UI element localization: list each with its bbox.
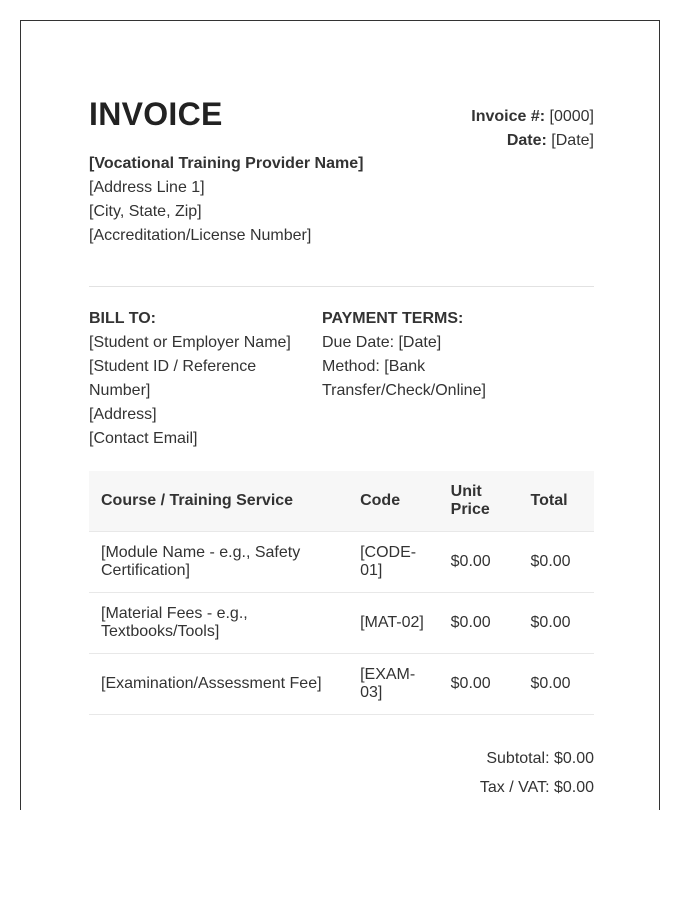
bill-to-student-id: [Student ID / Reference Number] bbox=[89, 358, 257, 399]
row-total: $0.00 bbox=[519, 532, 594, 593]
invoice-date bbox=[471, 129, 594, 153]
bill-to-email: [Contact Email] bbox=[89, 430, 198, 447]
totals-block bbox=[480, 744, 594, 802]
column-header-code: Code bbox=[348, 471, 439, 532]
bill-to-heading: BILL TO: bbox=[89, 310, 156, 327]
column-header-total: Total bbox=[519, 471, 594, 532]
bill-to-block bbox=[89, 307, 304, 451]
row-total: $0.00 bbox=[519, 654, 594, 715]
provider-city-state-zip: [City, State, Zip] bbox=[89, 203, 202, 220]
payment-terms-block bbox=[322, 307, 522, 403]
provider-block bbox=[89, 152, 363, 248]
tax-vat: Tax / VAT: $0.00 bbox=[479, 779, 594, 796]
provider-license: [Accreditation/License Number] bbox=[89, 227, 312, 244]
provider-name: [Vocational Training Provider Name] bbox=[89, 155, 364, 172]
column-header-service: Course / Training Service bbox=[89, 471, 348, 532]
row-service: [Module Name - e.g., Safety Certification] bbox=[89, 532, 348, 593]
line-items-table bbox=[89, 471, 594, 715]
invoice-date-value: [Date] bbox=[546, 132, 594, 149]
bill-to-name: [Student or Employer Name] bbox=[89, 334, 291, 351]
row-total: $0.00 bbox=[519, 593, 594, 654]
row-unit-price: $0.00 bbox=[439, 593, 519, 654]
row-code: [MAT-02] bbox=[348, 593, 439, 654]
table-row bbox=[89, 532, 594, 593]
table-header-row bbox=[89, 471, 594, 532]
invoice-number-label: Invoice #: bbox=[471, 108, 546, 125]
row-code: [CODE-01] bbox=[348, 532, 439, 593]
invoice-meta bbox=[471, 105, 594, 153]
payment-terms-heading: PAYMENT TERMS: bbox=[322, 310, 464, 327]
provider-address-line: [Address Line 1] bbox=[89, 179, 205, 196]
bill-to-address: [Address] bbox=[89, 406, 157, 423]
subtotal: Subtotal: $0.00 bbox=[486, 750, 594, 767]
row-service: [Material Fees - e.g., Textbooks/Tools] bbox=[89, 593, 348, 654]
invoice-title: INVOICE bbox=[89, 96, 223, 132]
invoice-number bbox=[471, 105, 594, 129]
payment-method: Method: [Bank Transfer/Check/Online] bbox=[322, 358, 486, 399]
column-header-unit-price: Unit Price bbox=[439, 471, 519, 532]
table-row bbox=[89, 593, 594, 654]
payment-due-date: Due Date: [Date] bbox=[322, 334, 442, 351]
section-divider bbox=[89, 286, 594, 287]
row-service: [Examination/Assessment Fee] bbox=[89, 654, 348, 715]
invoice-number-value: [0000] bbox=[545, 108, 594, 125]
invoice-date-label: Date: bbox=[506, 132, 547, 149]
row-code: [EXAM-03] bbox=[348, 654, 439, 715]
row-unit-price: $0.00 bbox=[439, 654, 519, 715]
invoice-page bbox=[20, 20, 660, 810]
row-unit-price: $0.00 bbox=[439, 532, 519, 593]
table-row bbox=[89, 654, 594, 715]
